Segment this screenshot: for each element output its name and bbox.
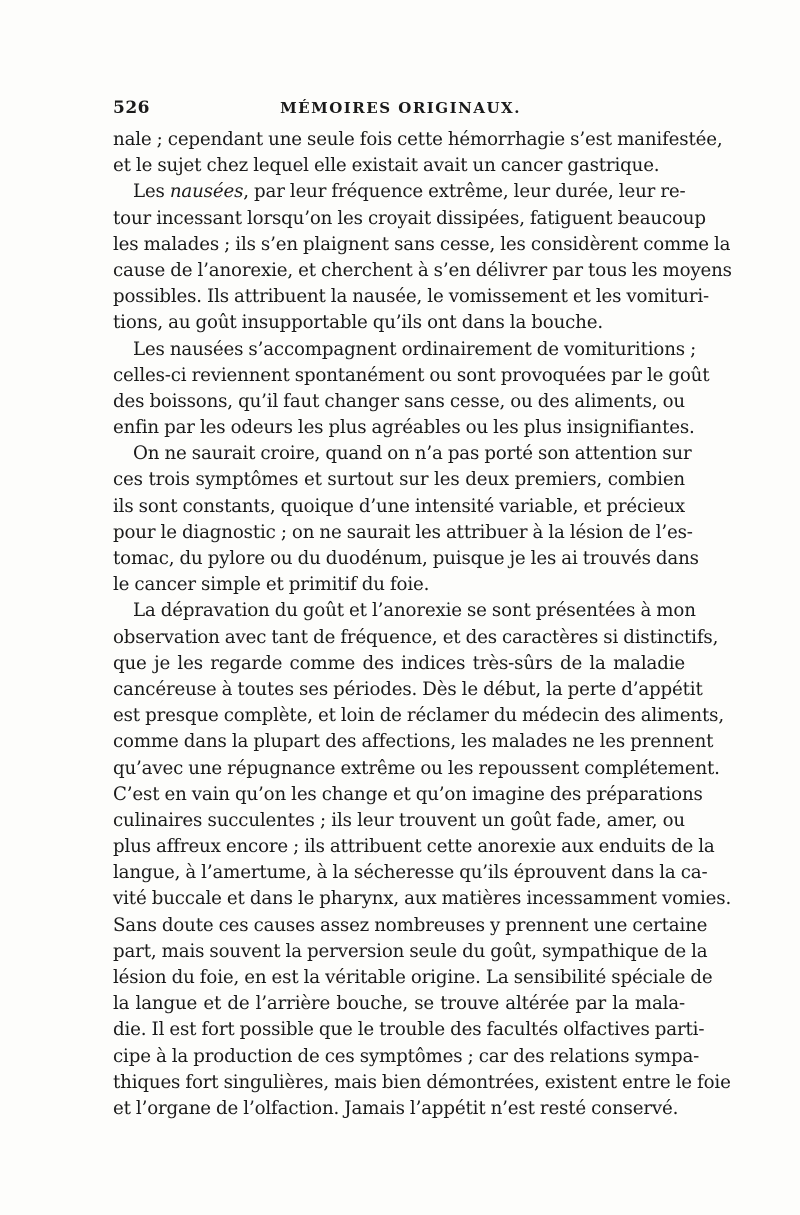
text-line: langue, à l’amertume, à la sécheresse qu’ils éprouvent dans la ca-: [113, 862, 708, 884]
text-line: que je les regarde comme des indices très-sûrs de la maladie: [113, 652, 685, 674]
emphasized-word: nausées: [169, 181, 244, 203]
text-line: les malades ; ils s’en plaignent sans cesse, les considèrent comme la: [113, 233, 731, 255]
text-fragment: Les: [133, 181, 170, 203]
text-line: est presque complète, et loin de réclamer du médecin des aliments,: [113, 705, 724, 727]
text-line: observation avec tant de fréquence, et des caractères si distinctifs,: [113, 626, 719, 648]
text-line: enfin par les odeurs les plus agréables ou les plus insignifiantes.: [113, 417, 695, 439]
text-line: nale ; cependant une seule fois cette hémorrhagie s’est manifestée,: [113, 129, 723, 150]
text-line: et l’organe de l’olfaction. Jamais l’appétit n’est resté conservé.: [113, 1097, 679, 1119]
text-line: part, mais souvent la perversion seule du goût, sympathique de la: [113, 940, 708, 962]
text-line: et le sujet chez lequel elle existait avait un cancer gastrique.: [113, 155, 660, 177]
text-line: tour incessant lorsqu’on les croyait dissipées, fatiguent beaucoup: [113, 207, 706, 229]
text-line: Les nausées s’accompagnent ordinairement de vomituritions ;: [133, 338, 697, 360]
text-line: qu’avec une répugnance extrême ou les repoussent complétement.: [113, 757, 720, 779]
text-line: vité buccale et dans le pharynx, aux matières incessamment vomies.: [113, 888, 732, 910]
text-line: die. Il est fort possible que le trouble des facultés olfactives parti-: [113, 1019, 705, 1041]
text-line: plus affreux encore ; ils attribuent cette anorexie aux enduits de la: [113, 836, 715, 858]
text-line: celles-ci reviennent spontanément ou sont provoquées par le goût: [113, 364, 710, 386]
text-line-with-emphasis: [113, 179, 685, 205]
text-line: ils sont constants, quoique d’une intensité variable, et précieux: [113, 495, 686, 517]
text-line: culinaires succulentes ; ils leur trouvent un goût fade, amer, ou: [113, 809, 685, 831]
text-line: tomac, du pylore ou du duodénum, puisque je les ai trouvés dans: [113, 548, 699, 569]
page-number: 526: [113, 98, 150, 118]
body-text: [113, 127, 732, 1122]
text-line: lésion du foie, en est la véritable origine. La sensibilité spéciale de: [113, 967, 713, 988]
text-line: thiques fort singulières, mais bien démontrées, existent entre le foie: [113, 1071, 731, 1093]
text-line: comme dans la plupart des affections, les malades ne les prennent: [113, 731, 714, 753]
text-line: tions, au goût insupportable qu’ils ont dans la bouche.: [113, 312, 603, 334]
text-line: la langue et de l’arrière bouche, se trouve altérée par la mala-: [113, 993, 685, 1015]
text-line: cancéreuse à toutes ses périodes. Dès le début, la perte d’appétit: [113, 678, 703, 700]
running-title: MÉMOIRES ORIGINAUX.: [280, 99, 521, 117]
text-line: Sans doute ces causes assez nombreuses y prennent une certaine: [113, 914, 708, 936]
text-line: le cancer simple et primitif du foie.: [113, 574, 430, 596]
text-line: pour le diagnostic ; on ne saurait les attribuer à la lésion de l’es-: [113, 521, 693, 543]
text-line: La dépravation du goût et l’anorexie se sont présentées à mon: [133, 600, 696, 622]
text-line: cipe à la production de ces symptômes ; car des relations sympa-: [113, 1045, 700, 1067]
text-line: On ne saurait croire, quand on n’a pas porté son attention sur: [133, 443, 692, 465]
text-line: C’est en vain qu’on les change et qu’on imagine des préparations: [113, 783, 703, 805]
text-fragment: , par leur fréquence extrême, leur durée, leur re-: [243, 181, 686, 203]
text-line: cause de l’anorexie, et cherchent à s’en délivrer par tous les moyens: [113, 259, 732, 281]
text-line: des boissons, qu’il faut changer sans cesse, ou des aliments, ou: [113, 390, 685, 412]
page-header: [113, 98, 688, 124]
text-line: possibles. Ils attribuent la nausée, le vomissement et les vomituri-: [113, 286, 710, 308]
text-line: ces trois symptômes et surtout sur les deux premiers, combien: [113, 469, 685, 491]
